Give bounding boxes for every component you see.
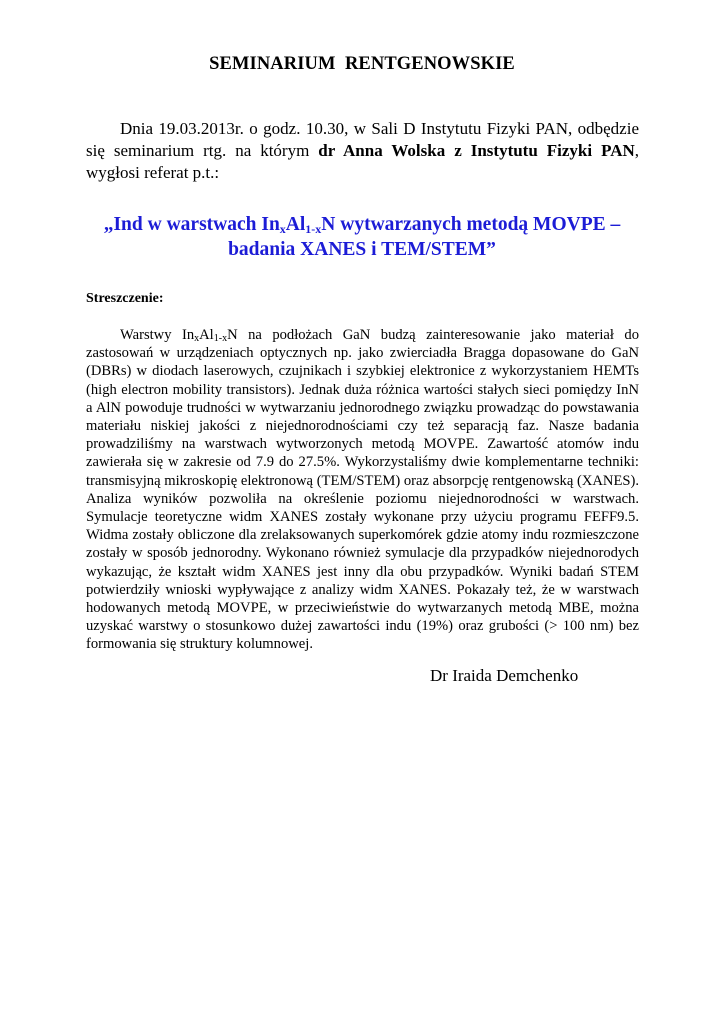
abstract-paragraph: Warstwy $In_xAl_{1-x}N$ na podłożach GaN budzą zainteresowanie jako materiał do zastosowań w urządzeniach optycznych np. jako zwierciadła Bragga dopasowane do GaN (DBRs) w diodach laserowych, czujnikach i szybkiej elektronice z wykorzystaniem HEMTs (high electron mobility transistors). Jednak duża różnica wartości stałych sieci pomiędzy InN a AlN powoduje trudności w wytwarzaniu jednorodnego związku prowadząc do powstawania materiału niskiej jakości z niejednorodnościami czy też separacją faz. Nasze badania prowadziliśmy na warstwach wytworzonych metodą MOVPE. Zawartość atomów indu zawierała się w zakresie od 7.9 do 27.5%. Wykorzystaliśmy dwie komplementarne techniki: transmisyjną mikroskopię elektronową (TEM/STEM) oraz absorpcję rentgenowską (XANES). Analiza wyników pozwoliła na określenie poziomu niejednorodności w warstwach. Symulacje teoretyczne widm XANES zostały wykonane przy użyciu programu FEFF9.5. Widma zostały obliczone dla zrelaksowanych superkomórek gdzie atomy indu rozmieszczone zostały w sposób jednorodny. Wykonano również symulacje dla przypadków niejednorodych wykazując, że kształt widm XANES jest inny dla obu przypadków. Wyniki badań STEM potwierdziły wnioski wypływające z analizy widm XANES. Pokazały też, że w warstwach hodowanych metodą MOVPE, w przeciwieństwie do wytwarzanych metodą MBE, można uzyskać warstwy o stosunkowo dużej zawartości indu (19%) oraz grubości (> 100 nm) bez formowania się struktury kolumnowej. xyxy=(86,327,639,653)
talk-title xyxy=(0,212,724,262)
abstract-label: Streszczenie: xyxy=(86,291,164,306)
talk-title-line-2: badania XANES i TEM/STEM” xyxy=(228,239,496,260)
page-heading: SEMINARIUM RENTGENOWSKIE xyxy=(209,54,515,74)
announcement-paragraph xyxy=(86,118,639,184)
speaker-name: dr Anna Wolska z Instytutu Fizyki PAN xyxy=(318,141,635,160)
announcement-text: Dnia 19.03.2013r. o godz. 10.30, w Sali D Instytutu Fizyki PAN, odbędzie się seminarium rtg. na którym xyxy=(86,119,639,160)
signature: Dr Iraida Demchenko xyxy=(430,666,579,685)
abstract-body: N na podłożach GaN budzą zainteresowanie jako materiał do zastosowań w urządzeniach optycznych np. jako zwierciadła Bragga dopasowane do GaN (DBRs) w diodach laserowych, czujnikach i szybkiej elektronice z wykorzystaniem HEMTs (high electron mobility transistors). Jednak duża różnica wartości stałych sieci pomiędzy InN a AlN powoduje trudności w wytwarzaniu jednorodnego związku prowadząc do powstawania materiału niskiej jakości z niejednorodnościami czy też separacją faz. Nasze badania prowadziliśmy na warstwach wytworzonych metodą MOVPE. Zawartość atomów indu zawierała się w zakresie od 7.9 do 27.5%. Wykorzystaliśmy dwie komplementarne techniki: transmisyjną mikroskopię elektronową (TEM/STEM) oraz absorpcję rentgenowską (XANES). Analiza wyników pozwoliła na określenie poziomu niejednorodności w warstwach. Symulacje teoretyczne widm XANES zostały wykonane przy użyciu programu FEFF9.5. Widma zostały obliczone dla zrelaksowanych superkomórek gdzie atomy indu rozmieszczone zostały w sposób jednorodny. Wykonano również symulacje dla przypadków niejednorodych wykazując, że kształt widm XANES jest inny dla obu przypadków. Wyniki badań STEM potwierdziły wnioski wypływające z analizy widm XANES. Pokazały też, że w warstwach hodowanych metodą MOVPE, w przeciwieństwie do wytwarzanych metodą MBE, można uzyskać warstwy o stosunkowo dużej zawartości indu (19%) oraz grubości (> 100 nm) bez formowania się struktury kolumnowej. xyxy=(86,327,639,653)
announcement-text-end: , wygłosi referat p.t.: xyxy=(86,141,639,182)
talk-title-line-1: „Ind w warstwach $In_xAl_{1-x}N$ wytwarzanych metodą MOVPE – xyxy=(103,214,621,236)
